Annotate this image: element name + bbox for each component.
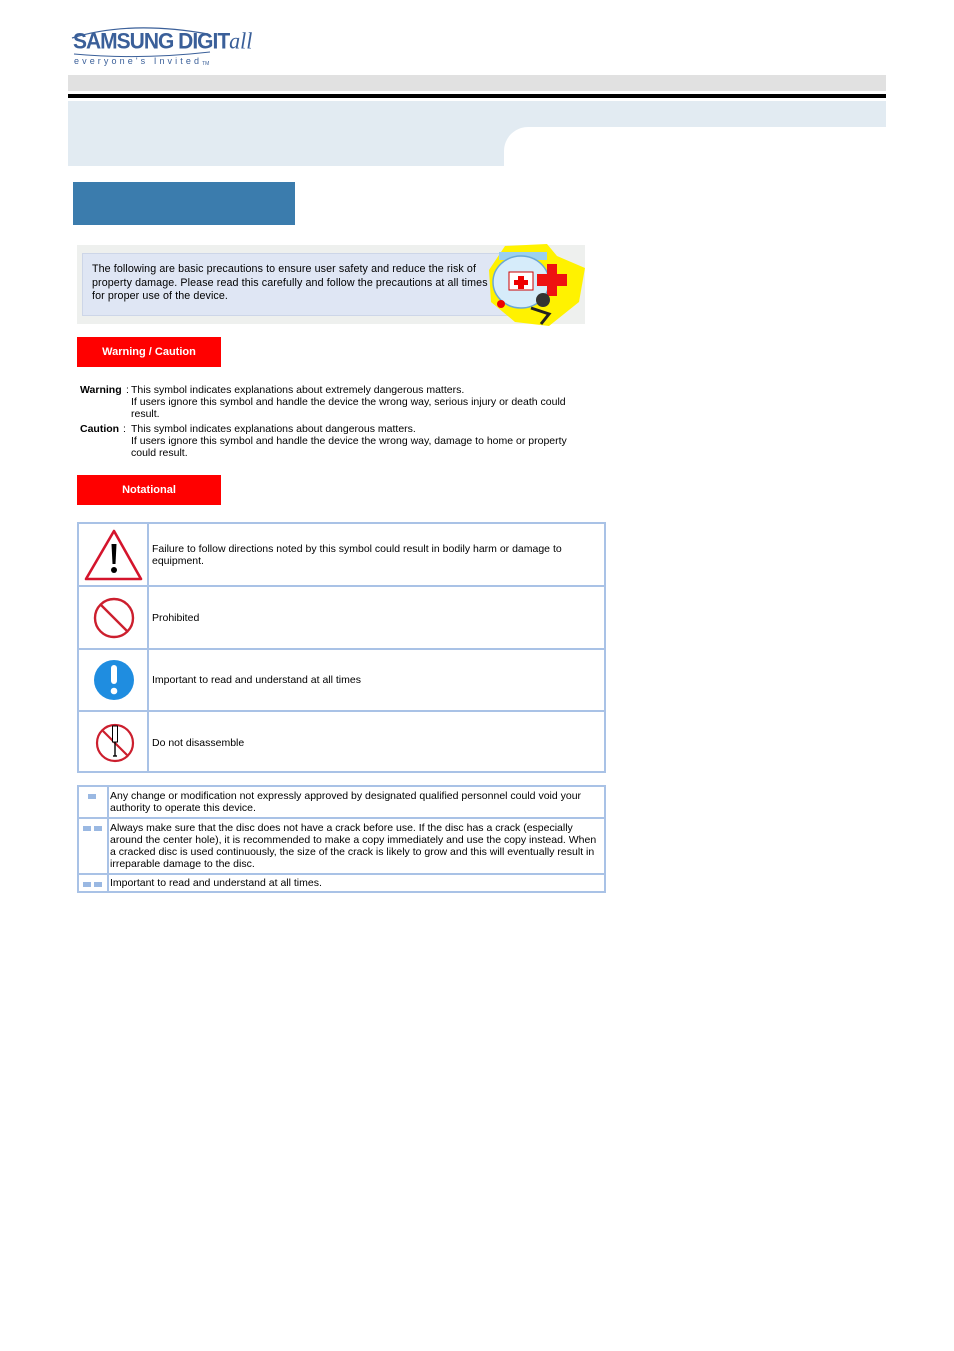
notes-table [77,785,606,893]
warning-description: This symbol indicates explanations about extremely dangerous matters. If users ignore this symbol and handle the device the wrong way, serious injury or death could result. [131,384,566,420]
first-aid-mascot-icon [487,242,587,328]
logo-tagline: everyone's InvitedTM [74,56,210,67]
note-text: Always make sure that the disc does not have a crack before use. If the disc has a crack (especially around the center hole), it is recommended to make a copy immediately and use the copy instead. When a cracked disc is used continuously, the size of the crack is likely to grow and this will eventually result in irreparable damage to the disc. [110,822,597,870]
bullet-icon [94,882,102,887]
top-gray-bar [68,75,886,91]
symbol-row [79,650,604,712]
bullet-icon [83,826,91,831]
warning-colon: : [126,384,129,396]
symbol-description: Prohibited [152,612,200,624]
header-band-corner [504,127,528,151]
note-bullet-cell [79,787,109,817]
symbol-description: Do not disassemble [152,737,245,749]
symbol-row [79,587,604,649]
note-bullet-cell [79,875,109,891]
intro-text: The following are basic precautions to ensure user safety and reduce the risk of property damage. Please read this carefully and follow the precautions at all times for proper use of the device. [92,263,488,302]
symbol-description: Failure to follow directions noted by this symbol could result in bodily harm or damage to equipment. [152,543,562,567]
note-text: Important to read and understand at all times. [110,877,322,889]
note-row [79,819,604,873]
section-title-bar [73,182,295,225]
symbol-icon-cell [79,650,149,711]
logo-wordmark: SAMSUNG DIGITall [73,27,253,54]
do-not-disassemble-icon [79,712,147,773]
caution-term: Caution [80,423,120,435]
symbol-icon-cell [79,587,149,648]
symbol-icon-cell [79,712,149,773]
note-text: Any change or modification not expressly approved by designated qualified personnel could void your authority to operate this device. [110,790,582,814]
note-row [79,875,604,891]
note-bullet-cell [79,819,109,873]
header-band-left [68,101,504,166]
symbol-row [79,712,604,774]
prohibited-icon [79,587,147,648]
symbol-description: Important to read and understand at all times [152,674,361,686]
warning-triangle-icon [79,524,147,585]
bullet-icon [94,826,102,831]
warning-caution-label: Warning / Caution [77,337,221,367]
caution-description: This symbol indicates explanations about dangerous matters. If users ignore this symbol and handle the device the wrong way, damage to home or property could result. [131,423,567,459]
symbol-row [79,524,604,586]
note-row [79,787,604,817]
warning-term: Warning [80,384,122,396]
bullet-icon [88,794,96,799]
header-divider [68,94,886,98]
samsung-logo [70,24,253,70]
header-band-right [504,101,886,127]
notational-symbols-table [77,522,606,773]
symbol-icon-cell [79,524,149,585]
caution-colon: : [123,423,126,435]
bullet-icon [83,882,91,887]
notational-label: Notational [77,475,221,505]
important-exclamation-icon [79,650,147,711]
